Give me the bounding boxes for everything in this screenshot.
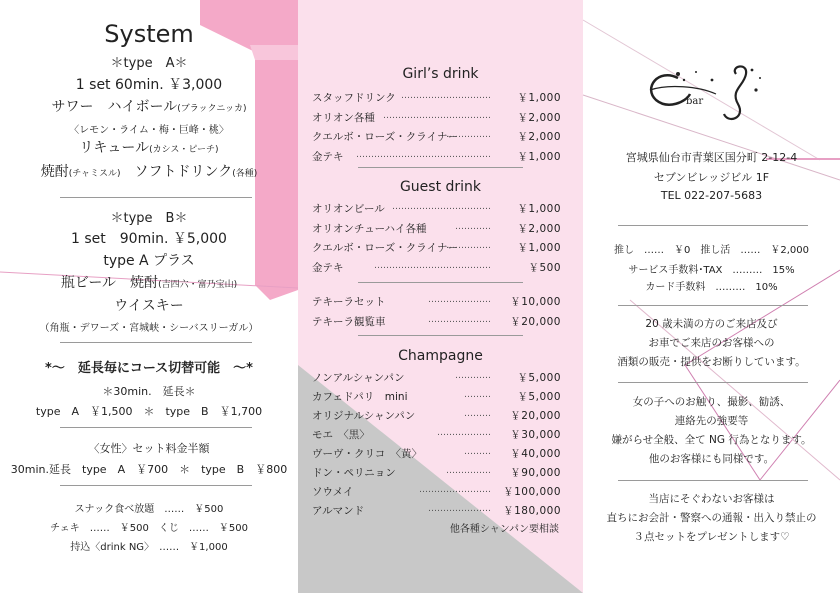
item-name: ノンアルシャンパン: [312, 372, 405, 384]
item-price: ￥10,000: [510, 296, 561, 308]
item-price: ￥2,000: [517, 222, 561, 235]
extend-prices: type A ￥1,500 ＊ type B ￥1,700: [35, 405, 263, 418]
type-b-beer: 瓶ビール 焼酎(吉四六・富乃宝山): [60, 275, 238, 291]
logo-mark-icon: [638, 60, 788, 130]
system-title: System: [104, 20, 194, 48]
divider: [618, 305, 808, 306]
price-row: [312, 389, 561, 403]
item-price: ￥20,000: [510, 315, 561, 328]
leader-dots: …………………………: [401, 91, 491, 101]
notice-age: お車でご来店のお客様への: [648, 337, 775, 349]
leader-dots: ……………: [446, 241, 491, 251]
type-a-liqueur: リキュール(カシス・ピーチ): [79, 140, 219, 156]
item-name: オリオン各種: [312, 111, 375, 124]
leader-dots: ……………: [446, 466, 491, 476]
divider: [60, 342, 252, 343]
divider: [60, 485, 252, 486]
leader-dots: …………………: [428, 504, 491, 514]
item-name: クエルボ・ローズ・クライナー: [312, 131, 458, 143]
price-row: [312, 294, 561, 308]
logo-text: bar: [686, 96, 704, 107]
leader-dots: ……………………: [419, 485, 491, 495]
champagne-note: 他各種シャンパン要相談: [449, 524, 559, 535]
price-row: [312, 201, 561, 215]
price-row: [312, 503, 561, 517]
item-name: オリオンビール: [312, 203, 385, 215]
price-row: [312, 427, 561, 441]
item-name: クエルボ・ローズ・クライナー: [312, 242, 458, 254]
item-price: ￥2,000: [517, 111, 561, 124]
notice-behavior: 他のお客様にも同様です。: [648, 453, 775, 465]
item-name: カフェドパリ mini: [312, 391, 408, 403]
item-price: ￥500: [528, 261, 561, 274]
divider: [60, 427, 252, 428]
leader-dots: …………………………………: [374, 260, 491, 271]
price-row: [312, 110, 561, 124]
price-row: [312, 129, 561, 143]
shop-address: 宮城県仙台市青葉区国分町 2-12-4: [625, 151, 798, 164]
female-prices: 30min.延長 type A ￥700 ＊ type B ￥800: [10, 463, 288, 476]
item-price: ￥5,000: [517, 391, 561, 403]
divider: [358, 167, 523, 168]
shop-column: [583, 0, 840, 593]
guest-drink-title: Guest drink: [399, 179, 482, 195]
price-row: [312, 149, 561, 163]
type-b-whisky-list: （角瓶・デワーズ・宮城峡・シーバスリーガル）: [39, 323, 259, 334]
extra-item: チェキ …… ￥500 くじ …… ￥500: [50, 523, 248, 534]
divider: [618, 480, 808, 481]
notice-behavior: 連絡先の強要等: [674, 415, 749, 427]
leader-dots: ……………: [446, 130, 491, 140]
fee-item: サービス手数料･TAX ……… 15%: [628, 265, 795, 276]
divider: [60, 197, 252, 198]
divider: [618, 225, 808, 226]
type-b-whisky: ウイスキー: [114, 298, 184, 314]
leader-dots: …………: [455, 371, 491, 381]
leader-dots: ………………………………: [383, 110, 491, 121]
leader-dots: …………: [455, 221, 491, 232]
shop-tel: TEL 022-207-5683: [660, 189, 763, 202]
shop-building: セブンビレッジビル 1F: [653, 171, 770, 184]
item-price: ￥100,000: [503, 486, 561, 498]
leader-dots: ………: [464, 390, 491, 400]
champagne-title: Champagne: [398, 348, 483, 364]
leader-dots: ………: [464, 409, 491, 419]
extra-item: 持込〈drink NG〉 …… ￥1,000: [70, 542, 228, 553]
price-row: [312, 240, 561, 254]
leader-dots: ……………………………: [392, 202, 491, 212]
leader-dots: …………………: [428, 295, 491, 305]
item-name: ヴーヴ・クリコ 〈黄〉: [312, 448, 423, 460]
divider: [358, 335, 523, 336]
item-name: アルマンド: [312, 505, 365, 517]
fee-item: 推し …… ￥0 推し活 …… ￥2,000: [613, 245, 809, 256]
notice-ban: 直ちにお会計・警察への通報・出入り禁止の: [606, 512, 817, 524]
item-name: モエ 〈黒〉: [312, 429, 370, 441]
item-name: テキーラセット: [312, 296, 386, 308]
item-price: ￥1,000: [517, 242, 561, 254]
female-title: 〈女性〉セット料金半額: [88, 442, 210, 455]
price-row: [312, 90, 561, 104]
drinks-column: [298, 0, 583, 593]
fee-item: カード手数料 ……… 10%: [645, 282, 778, 293]
notice-ban: 当店にそぐわないお客様は: [648, 493, 775, 505]
price-row: [312, 221, 561, 235]
item-price: ￥180,000: [503, 505, 561, 517]
price-row: [312, 408, 561, 422]
system-column: [0, 0, 298, 593]
item-name: ドン・ペリニョン: [312, 467, 396, 479]
leader-dots: …………………: [428, 314, 491, 325]
notice-age: 酒類の販売・提供をお断りしています。: [617, 356, 806, 368]
item-price: ￥5,000: [517, 372, 561, 384]
girls-drink-title: Girl’s drink: [402, 66, 479, 82]
item-price: ￥2,000: [517, 131, 561, 143]
price-row: [312, 446, 561, 460]
type-a-shochu-soft: 焼酎(チャミスル) ソフトドリンク(各種): [40, 164, 258, 180]
item-price: ￥20,000: [510, 410, 561, 422]
extend-title: ＊30min. 延長＊: [102, 385, 196, 398]
item-price: ￥1,000: [517, 92, 561, 104]
item-name: オリジナルシャンパン: [312, 410, 416, 422]
item-price: ￥1,000: [517, 150, 561, 163]
price-row: [312, 484, 561, 498]
item-name: スタッフドリンク: [312, 92, 396, 104]
extend-notice: *〜 延長毎にコース切替可能 〜*: [45, 361, 253, 376]
price-row: [312, 370, 561, 384]
item-name: ソウメイ: [312, 486, 354, 498]
price-row: [312, 465, 561, 479]
type-a-flavors: 〈レモン・ライム・梅・巨峰・桃〉: [69, 125, 229, 136]
type-a-drinks-1: サワー ハイボール(ブラックニッカ): [51, 99, 247, 115]
notice-behavior: 嫌がらせ全般、全て NG 行為となります。: [611, 434, 812, 446]
type-b-set: 1 set 90min. ￥5,000: [71, 231, 227, 247]
type-b-plus: type A プラス: [103, 253, 195, 269]
leader-dots: ………………………………………: [356, 149, 491, 160]
item-price: ￥1,000: [517, 203, 561, 215]
item-name: テキーラ観覧車: [312, 315, 386, 328]
leader-dots: ………: [464, 447, 491, 457]
price-row: [312, 314, 561, 328]
item-name: オリオンチューハイ各種: [312, 222, 427, 235]
shop-logo: [638, 60, 788, 130]
divider: [618, 382, 808, 383]
divider: [358, 282, 523, 283]
type-a-set: 1 set 60min. ￥3,000: [75, 77, 223, 93]
price-row: [312, 260, 561, 274]
type-b-heading: ＊type B＊: [110, 211, 188, 226]
notice-behavior: 女の子へのお触り、撮影、勧誘、: [632, 396, 791, 408]
leader-dots: ………………: [437, 428, 491, 438]
type-a-heading: ＊type A＊: [110, 56, 188, 71]
notice-age: 20 歳未満の方のご来店及び: [645, 318, 778, 330]
item-name: 金テキ: [312, 150, 344, 163]
item-price: ￥40,000: [510, 448, 561, 460]
extra-item: スナック食べ放題 …… ￥500: [74, 504, 224, 515]
item-price: ￥90,000: [510, 467, 561, 479]
item-name: 金テキ: [312, 261, 344, 274]
notice-ban: ３点セットをプレゼントします♡: [633, 531, 790, 543]
item-price: ￥30,000: [510, 429, 561, 441]
